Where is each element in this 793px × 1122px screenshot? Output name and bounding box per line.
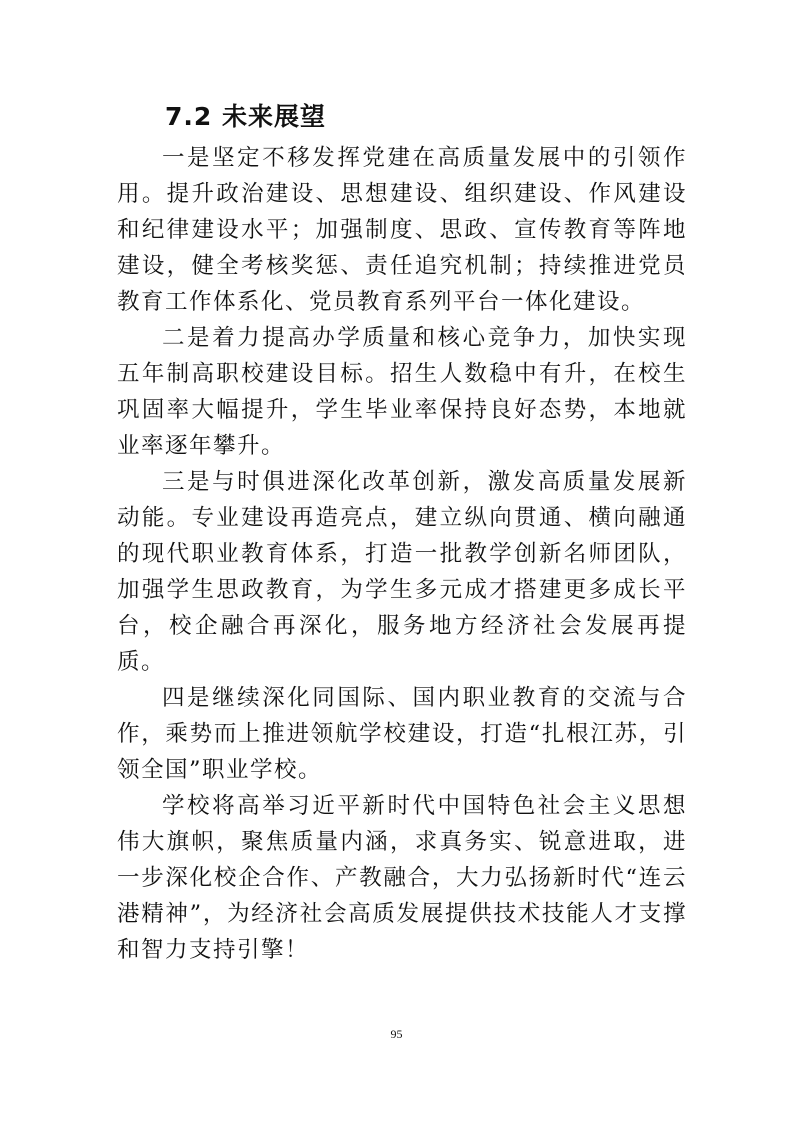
paragraph-cooperation: 四是继续深化同国际、国内职业教育的交流与合作，乘势而上推进领航学校建设，打造“扎根江苏，引领全国”职业学校。 — [117, 685, 687, 783]
page-number: 95 — [390, 1027, 403, 1041]
paragraph-party-building: 一是坚定不移发挥党建在高质量发展中的引领作用。提升政治建设、思想建设、组织建设、作风建设和纪律建设水平；加强制度、思政、宣传教育等阵地建设，健全考核奖惩、责任追究机制；持续推进党员教育工作体系化、党员教育系列平台一体化建设。 — [117, 145, 687, 315]
paragraph-reform: 三是与时俱进深化改革创新，激发高质量发展新动能。专业建设再造亮点，建立纵向贯通、横向融通的现代职业教育体系，打造一批教学创新名师团队，加强学生思政教育，为学生多元成才搭建更多成长平台，校企融合再深化，服务地方经济社会发展再提质。 — [117, 469, 687, 675]
section-heading: 7.2 未来展望 — [165, 102, 326, 131]
paragraph-quality: 二是着力提高办学质量和核心竞争力，加快实现五年制高职校建设目标。招生人数稳中有升，在校生巩固率大幅提升，学生毕业率保持良好态势，本地就业率逐年攀升。 — [117, 325, 687, 459]
paragraph-conclusion: 学校将高举习近平新时代中国特色社会主义思想伟大旗帜，聚焦质量内涵，求真务实、锐意进取，进一步深化校企合作、产教融合，大力弘扬新时代“连云港精神”，为经济社会高质发展提供技术技能人才支撑和智力支持引擎！ — [117, 793, 687, 963]
body-text — [117, 140, 687, 968]
